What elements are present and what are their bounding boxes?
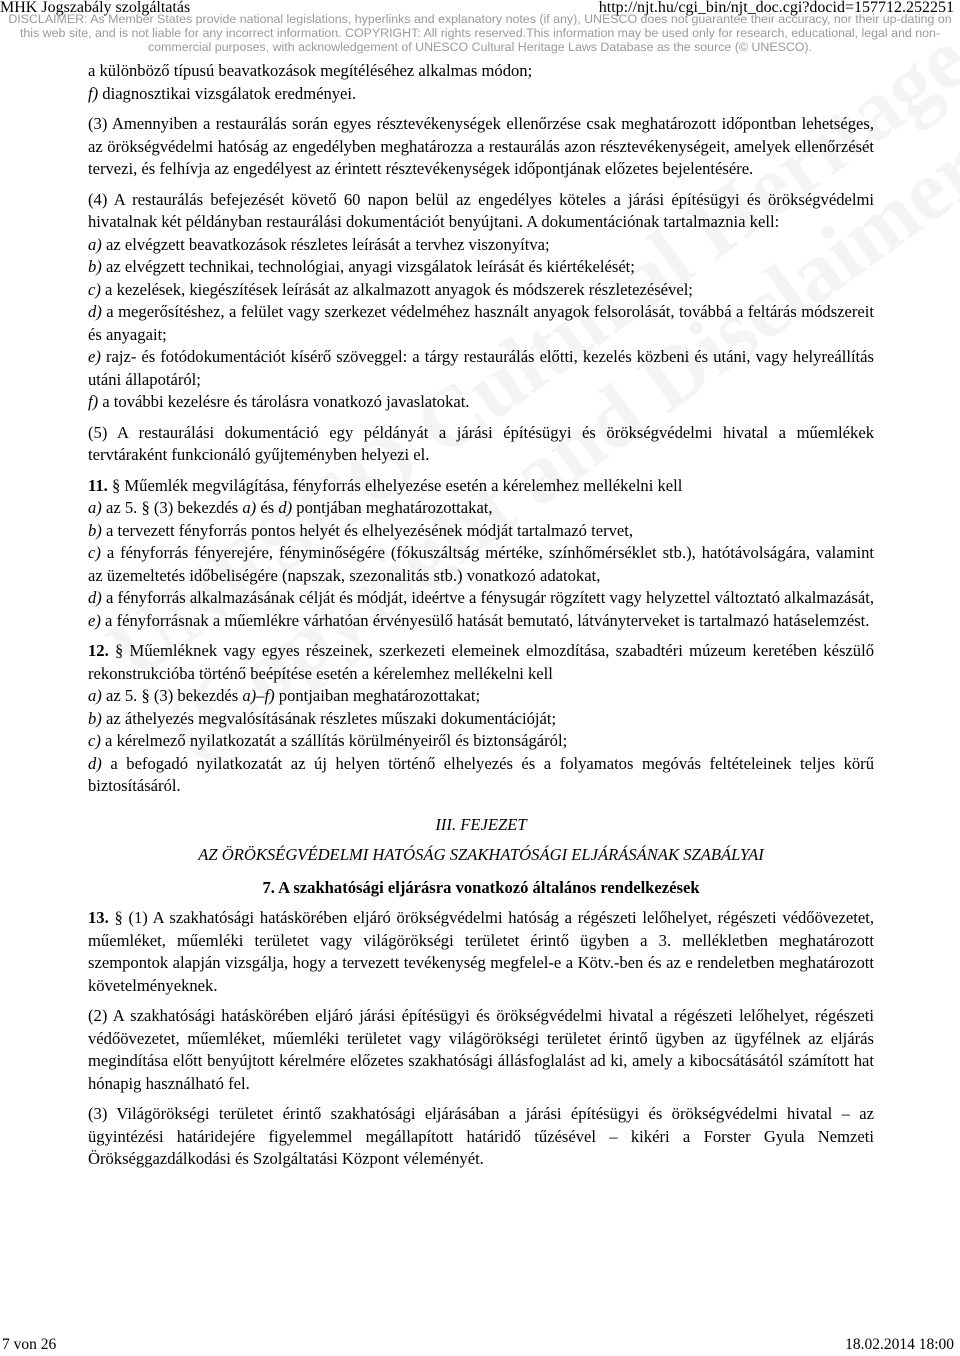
paragraph: (3) Amennyiben a restaurálás során egyes résztevékenységek ellenőrzése csak meghatározott időpontban lehetséges, az örökségvédelmi hatóság az engedélyben meghatározza a restaurálás azon résztevékenységeit, amelyek ellenőrzését tervezi, és felhívja az engedélyest az érintett résztevékenységek időpontjának előzetes bejelentésére. xyxy=(88,114,874,178)
list-item: a) az 5. § (3) bekezdés a) és d) pontjában meghatározottakat, xyxy=(88,498,493,517)
document-body xyxy=(88,60,874,1171)
chapter-heading: III. FEJEZET xyxy=(435,814,527,834)
list-item: e) rajz- és fotódokumentációt kísérő szöveggel: a tárgy restaurálás előtti, kezelés közbeni és utáni, vagy helyreállítás utáni állapotáról; xyxy=(88,347,874,389)
paragraph: (4) A restaurálás befejezését követő 60 napon belül az engedélyes köteles a járási építésügyi és örökségvédelmi hivatalnak két példányban restaurálási dokumentációt benyújtani. A dokumentációnak tartalmaznia kell: xyxy=(88,189,874,231)
section-11: 11. § Műemlék megvilágítása, fényforrás elhelyezése esetén a kérelemhez mellékelni kell xyxy=(88,475,683,495)
disclaimer-text: DISCLAIMER: As Member States provide national legislations, hyperlinks and explanatory notes (if any), UNESCO does not guarantee their accuracy, nor their up-dating on this web site, and is not liable for any incorrect information. COPYRIGHT: All rights reserved.This information may be used only for research, educational, legal and non-commercial purposes, with acknowledgement of UNESCO Cultural Heritage Laws Database as the source (© UNESCO). xyxy=(8,12,952,54)
page-number: 7 von 26 xyxy=(2,1336,57,1353)
print-datetime: 18.02.2014 18:00 xyxy=(845,1336,954,1353)
section-number: 12. xyxy=(88,641,109,660)
list-item: d) a fényforrás alkalmazásának célját és módját, ideértve a fénysugár rögzített vagy helyzettel változtató alkalmazását, xyxy=(88,588,874,607)
header-url[interactable]: http://njt.hu/cgi_bin/njt_doc.cgi?docid=157712.252251 xyxy=(598,0,954,16)
section-number: 11. xyxy=(88,475,108,495)
paragraph: a különböző típusú beavatkozások megítéléséhez alkalmas módon; xyxy=(88,61,533,80)
paragraph: (5) A restaurálási dokumentáció egy példányát a járási építésügyi és örökségvédelmi hivatal a műemlékek tervtáraként funkcionáló gyűjteményben helyezi el. xyxy=(88,422,874,464)
list-item: c) a kezelések, kiegészítések leírását az alkalmazott anyagok és módszerek részletezésével; xyxy=(88,279,693,299)
list-item: f) diagnosztikai vizsgálatok eredményei. xyxy=(88,83,357,103)
list-item: b) a tervezett fényforrás pontos helyét és elhelyezésének módját tartalmazó tervet, xyxy=(88,520,634,540)
list-item: a) az 5. § (3) bekezdés a)–f) pontjaiban meghatározottakat; xyxy=(88,686,481,705)
header-title: MHK Jogszabály szolgáltatás xyxy=(0,0,191,16)
list-item: c) a kérelmező nyilatkozatát a szállítás körülményeiről és biztonságáról; xyxy=(88,731,568,750)
list-item: c) a fényforrás fényerejére, fényminőségére (fókuszáltság mértéke, színhőmérséklet stb.), hatótávolságára, valamint az üzemeltetés időbeliségére (napszak, szezonalitás stb.) vonatkozó adatokat, xyxy=(88,543,874,585)
paragraph: (2) A szakhatósági hatáskörében eljáró járási építésügyi és örökségvédelmi hivatal a régészeti lelőhelyet, régészeti védőövezetet, műemléket, műemléki területet vagy világörökségi területet érintő ügyben az ügyfélnek az eljárás megindítása előtt benyújtott kérelmére előzetes szakhatósági állásfoglalást ad ki, amely a kibocsátásától számított hat hónapig használható fel. xyxy=(88,1006,874,1093)
list-item: a) az elvégzett beavatkozások részletes leírását a tervhez viszonyítva; xyxy=(88,234,550,254)
chapter-title: AZ ÖRÖKSÉGVÉDELMI HATÓSÁG SZAKHATÓSÁGI ELJÁRÁSÁNAK SZABÁLYAI xyxy=(198,845,764,864)
list-item: b) az elvégzett technikai, technológiai, anyagi vizsgálatok leírását és kiértékelését; xyxy=(88,257,635,276)
paragraph: (3) Világörökségi területet érintő szakhatósági eljárásában a járási építésügyi és örökségvédelmi hivatal – az ügyintézési határidejére figyelemmel megállapított határidő tűzésével – kikéri a Forster Gyula Nemzeti Örökséggazdálkodási és Szolgáltatási Központ véleményét. xyxy=(88,1104,874,1168)
item-label: f) xyxy=(88,83,99,103)
list-item: b) az áthelyezés megvalósításának részletes műszaki dokumentációját; xyxy=(88,708,557,728)
subsection-title: 7. A szakhatósági eljárásra vonatkozó általános rendelkezések xyxy=(262,877,700,897)
list-item: d) a megerősítéshez, a felület vagy szerkezet védelméhez használt anyagok felsorolását, továbbá a feltárás módszereit és anyagait; xyxy=(88,302,874,344)
list-item: f) a további kezelésre és tárolásra vonatkozó javaslatokat. xyxy=(88,392,470,411)
section-12: 12. § Műemléknek vagy egyes részeinek, szerkezeti elemeinek elmozdítása, szabadtéri múzeum keretében készülő rekonstrukcióba történő beépítése esetén a kérelemhez mellékelni kell xyxy=(88,641,874,683)
list-item: d) a befogadó nyilatkozatát az új helyen történő elhelyezés és a folyamatos megóvás feltételeinek teljes körű biztosításáról. xyxy=(88,753,874,795)
section-13: 13. § (1) A szakhatósági hatáskörében eljáró örökségvédelmi hatóság a régészeti lelőhelyet, régészeti védőövezetet, műemléket, műemléki területet vagy világörökségi területet érintő ügyben a 3. mellékletben meghatározott szempontok alapján vizsgálja, hogy a tervezett tevékenység megfelel-e a Kötv.-ben és az e rendeletben meghatározott követelményeknek. xyxy=(88,908,874,995)
section-number: 13. xyxy=(88,908,109,927)
list-item: e) a fényforrásnak a műemlékre várhatóan érvényesülő hatását bemutató, látványterveket is tartalmazó hatáselemzést. xyxy=(88,610,870,630)
